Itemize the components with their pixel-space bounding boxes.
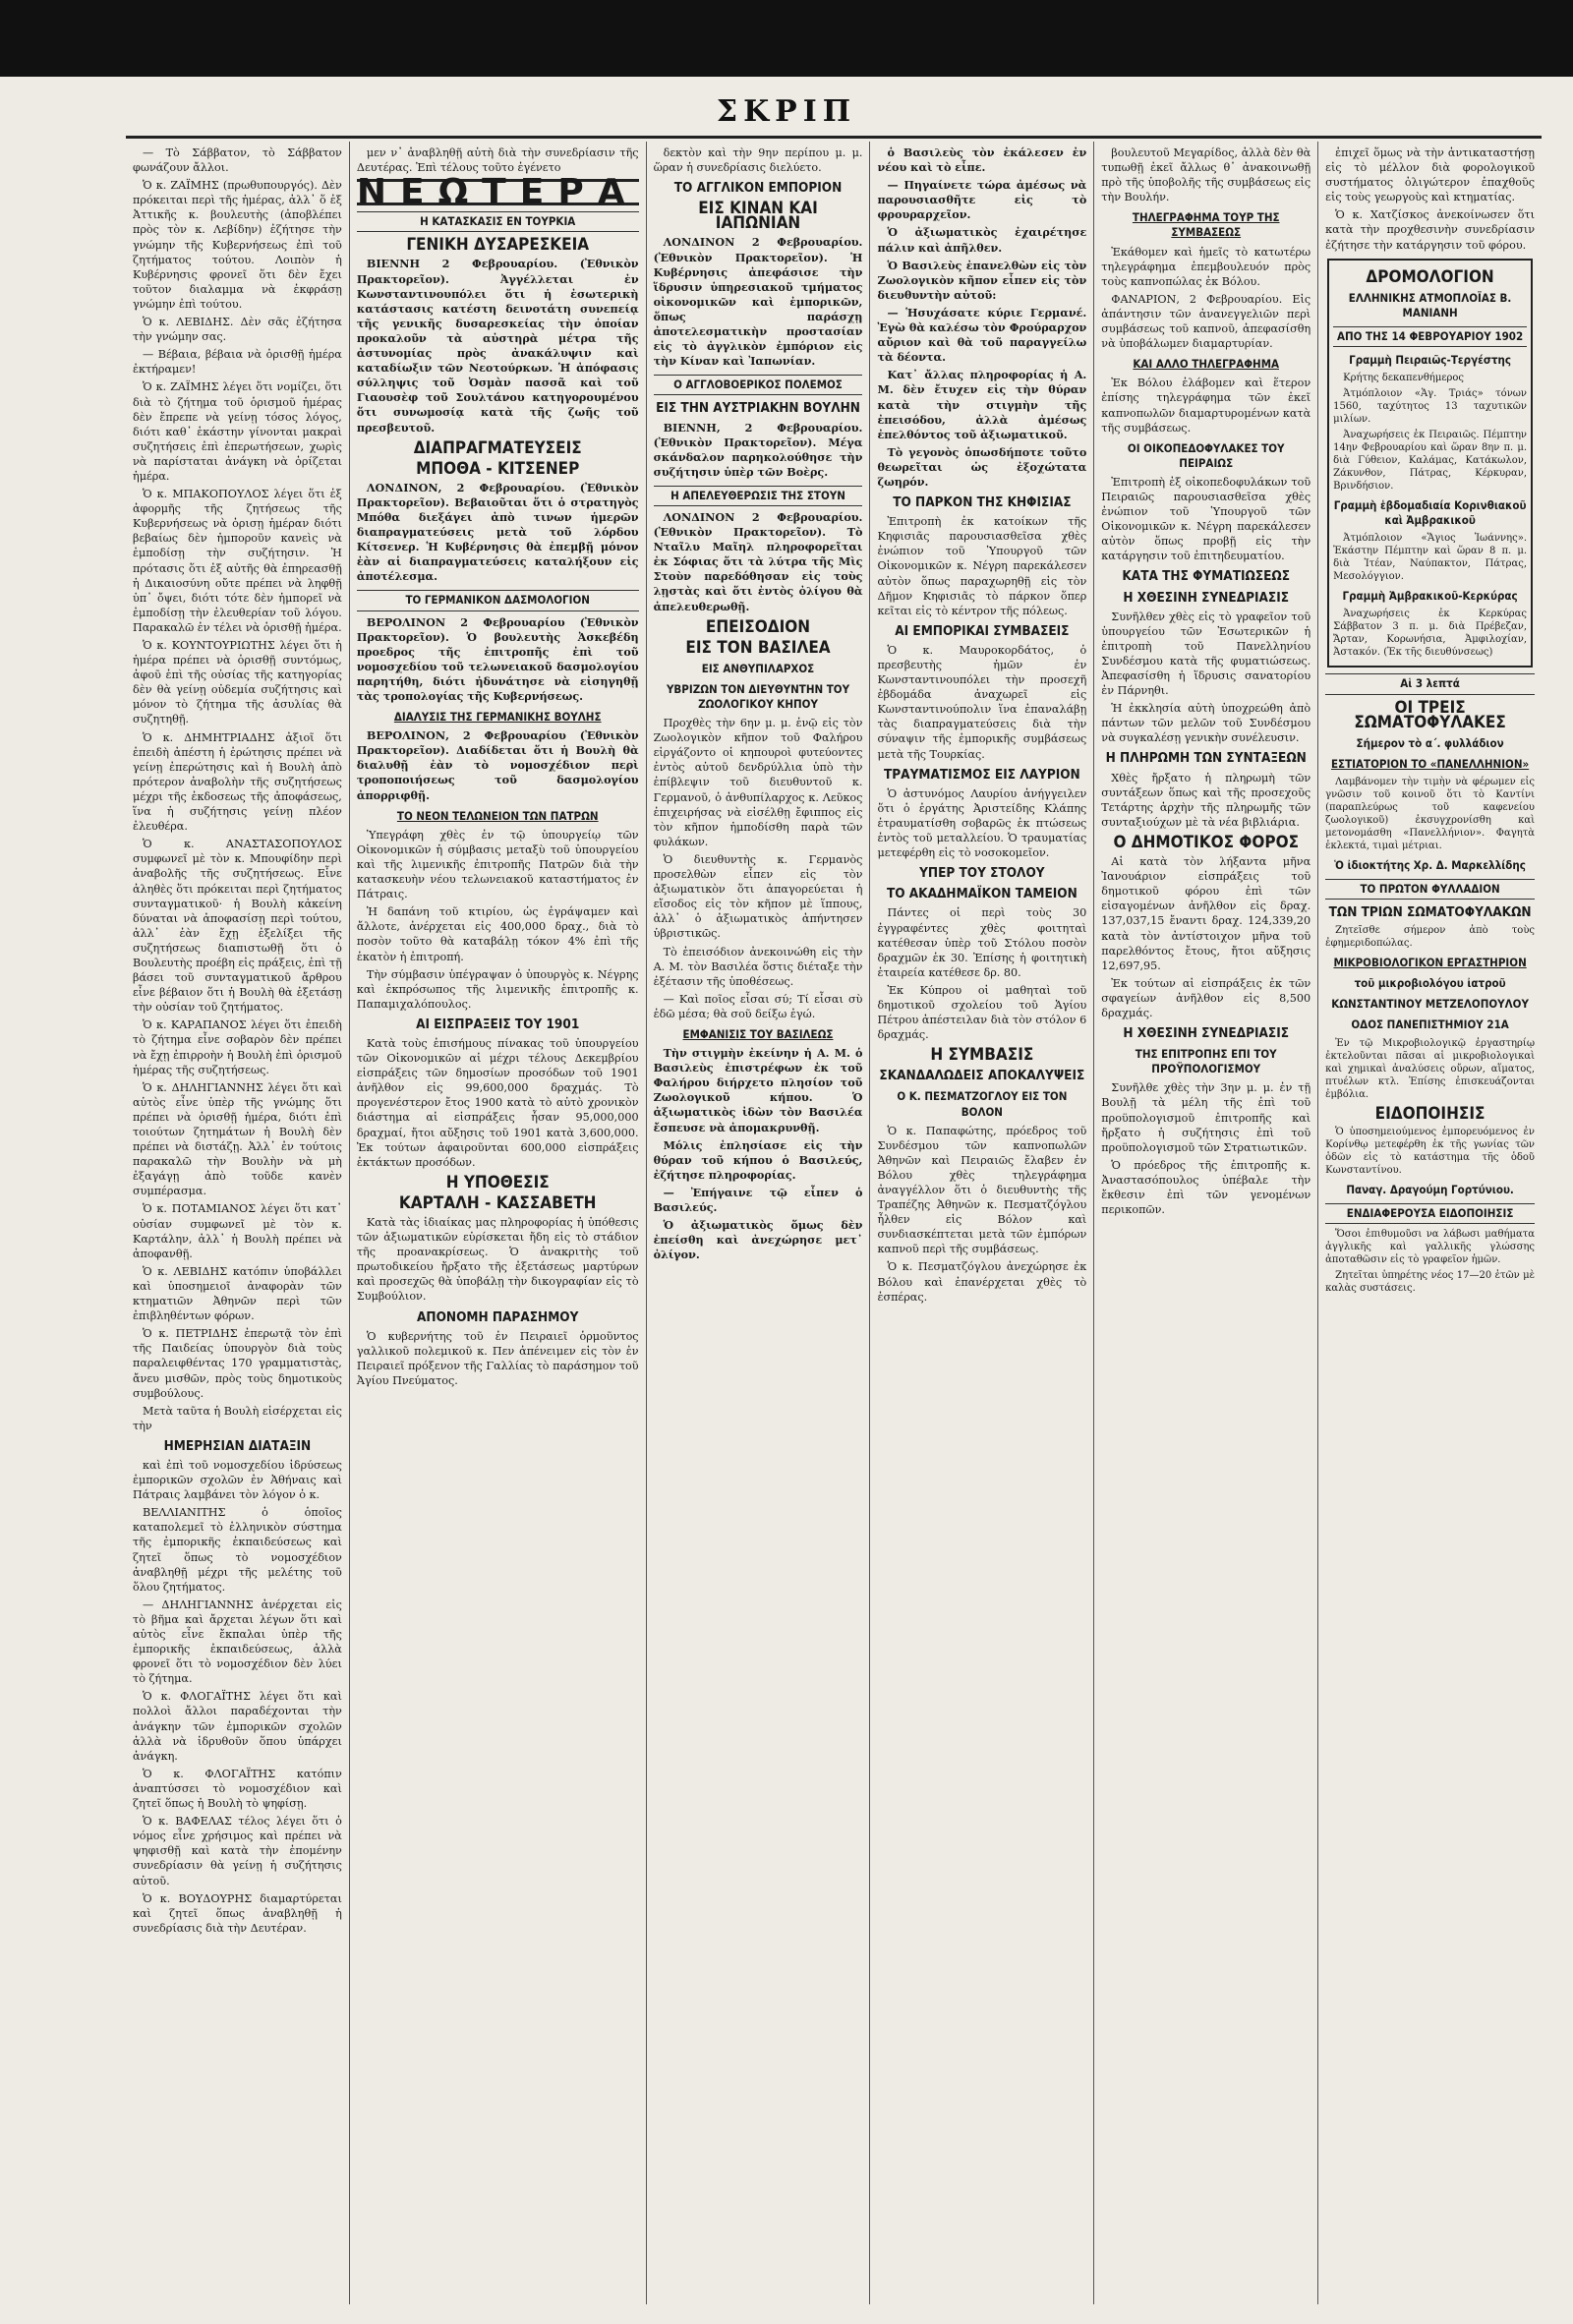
paragraph: — Καὶ ποῖος εἶσαι σύ; Τί εἶσαι σὺ ἐδῶ μέσα; θὰ σοῦ δείξω ἐγώ. <box>653 992 863 1020</box>
headline: ΜΠΟΘΑ - ΚΙΤΣΕΝΕΡ <box>416 458 580 479</box>
paragraph: Συνῆλθε χθὲς τὴν 3ην μ. μ. ἐν τῇ Βουλῇ τὰ μέλη τῆς ἐπὶ τοῦ προϋπολογισμοῦ ἐπιτροπῆς καὶ ἤρξατο ἡ συζήτησις ἐπὶ τοῦ προϋπολογισμοῦ τῶν Στρατιωτικῶν. <box>1101 1081 1311 1154</box>
headline: Η ΧΘΕΣΙΝΗ ΣΥΝΕΔΡΙΑΣΙΣ <box>1123 1025 1290 1042</box>
headline: ΤΟ ΠΑΡΚΟΝ ΤΗΣ ΚΗΦΙΣΙΑΣ <box>893 494 1072 511</box>
headline: ΕΛΛΗΝΙΚΗΣ ΑΤΜΟΠΛΟΪΑΣ Β. ΜΑΝΙΑΝΗ <box>1348 290 1512 320</box>
paragraph: Τὸ γεγονὸς ὁπωσδήποτε τοῦτο θεωρεῖται ὡς ἐξοχώτατα ζωηρόν. <box>877 444 1087 489</box>
headline: ΚΩΝΣΤΑΝΤΙΝΟΥ ΜΕΤΖΕΛΟΠΟΥΛΟΥ <box>1331 997 1529 1012</box>
headline: ΤΗΣ ΕΠΙΤΡΟΠΗΣ ΕΠΙ ΤΟΥ ΠΡΟΫΠΟΛΟΓΙΣΜΟΥ <box>1135 1047 1277 1076</box>
headline: ΥΠΕΡ ΤΟΥ ΣΤΟΛΟΥ <box>919 865 1045 882</box>
headline: ΑΠΟΝΟΜΗ ΠΑΡΑΣΗΜΟΥ <box>417 1308 579 1325</box>
paragraph: Ὁ κ. ΔΗΛΗΓΙΑΝΝΗΣ λέγει ὅτι καὶ αὐτὸς εἶνε ὑπὲρ τῆς γνώμης ὅτι πρέπει νὰ ὁρισθῇ ἡμέρα, διότι ἐπὶ τοιούτων ζητημάτων ἡ Βουλὴ δὲν πρέπει νὰ διστάζῃ. Ἀλλ᾽ ἐν τούτοις παρακαλῶ τὴν Βουλὴν νὰ μὴ ἐξαγάγῃ ἀπὸ τοῦδε κανὲν συμπέρασμα. <box>133 1080 342 1198</box>
column-1 <box>126 142 350 2304</box>
paragraph: καὶ ἐπὶ τοῦ νομοσχεδίου ἱδρύσεως ἐμπορικῶν σχολῶν ἐν Ἀθήναις καὶ Πάτραις λαμβάνει τὸν λόγον ὁ κ. <box>133 1458 342 1502</box>
paragraph: Ὁ ἀστυνόμος Λαυρίου ἀνήγγειλεν ὅτι ὁ ἐργάτης Ἀριστείδης Κλάπης ἐτραυματίσθη σοβαρῶς ἐκ πτώσεως ἐντὸς τοῦ μεταλλείου. Ὁ τραυματίας μετεφέρθη εἰς τὸ νοσοκομεῖον. <box>877 786 1087 860</box>
headline: Ο ΑΓΓΛΟΒΟΕΡΙΚΟΣ ΠΟΛΕΜΟΣ <box>654 375 863 395</box>
paragraph: Ὁ κ. Χατζίσκος ἀνεκοίνωσεν ὅτι κατὰ τὴν προχθεσινὴν συνεδρίασιν ἐζήτησε τὴν κατάργησιν τοῦ φόρου. <box>1325 208 1536 252</box>
paragraph: Ὁ ἀξιωματικὸς ἐχαιρέτησε πάλιν καὶ ἀπῆλθεν. <box>877 225 1087 255</box>
paragraph: ΒΕΡΟΛΙΝΟΝ, 2 Φεβρουαρίου (Ἐθνικὸν Πρακτορεῖον). Διαδίδεται ὅτι ἡ Βουλὴ θὰ διαλυθῇ ἐὰν τὸ νομοσχέδιον περὶ τροποποιήσεως τοῦ δασμολογίου ἀπορριφθῇ. <box>356 728 639 802</box>
paragraph: Ὁ κ. ΠΟΤΑΜΙΑΝΟΣ λέγει ὅτι κατ᾽ οὐσίαν συμφωνεῖ μὲ τὸν κ. Καρτάλην, ἀλλ᾽ ἡ Βουλὴ πρέπει νὰ ἀποφανθῇ. <box>133 1202 342 1260</box>
headline: ΤΟ ΑΚΑΔΗΜΑΪΚΟΝ ΤΑΜΕΙΟΝ <box>886 886 1078 902</box>
paragraph: Ὁ κυβερνήτης τοῦ ἐν Πειραιεῖ ὁρμοῦντος γαλλικοῦ πολεμικοῦ κ. Πεν ἀπένειμεν εἰς τὸν ἐν Πειραιεῖ πρόξενον τῆς Γαλλίας τὸ παράσημον τοῦ Ἀγίου Πνεύματος. <box>356 1329 639 1387</box>
headline: ΕΙΣ ΤΟΝ ΒΑΣΙΛΕΑ <box>685 637 831 658</box>
section-banner-neotera: ΝΕΩΤΕΡΑ <box>356 172 639 213</box>
headline: Η ΥΠΟΘΕΣΙΣ <box>445 1172 550 1192</box>
headline: ΕΙΣ ΤΗΝ ΑΥΣΤΡΙΑΚΗΝ ΒΟΥΛΗΝ <box>656 400 860 417</box>
headline: ΤΡΑΥΜΑΤΙΣΜΟΣ ΕΙΣ ΛΑΥΡΙΟΝ <box>883 766 1080 783</box>
paragraph: ΛΟΝΔΙΝΟΝ, 2 Φεβρουαρίου. (Ἐθνικὸν Πρακτορεῖον). Βεβαιοῦται ὅτι ὁ στρατηγὸς Μπόθα διεξάγει ἀπὸ τινων ἡμερῶν διαπραγματεύσεις μετὰ τοῦ λόρδου Κίτσενερ. Ἡ Κυβέρνησις θὰ ἐπεμβῇ μόνον ἐὰν αἱ διαπραγματεύσεις καταλήξουν εἰς ἀποτέλεσμα. <box>356 480 639 584</box>
paragraph: Ὁ κ. Μαυροκορδάτος, ὁ πρεσβευτὴς ἡμῶν ἐν Κωνσταντινουπόλει τὴν προσεχῆ ἑβδομάδα ἀναχωρεῖ εἰς Κωνσταντινούπολιν ἵνα ἐπαναλάβῃ τὰς διαπραγματεύσεις διὰ τὴν σύναψιν τῆς ἐμπορικῆς συμβάσεως μετὰ τῆς Τουρκίας. <box>877 643 1087 761</box>
signature-line: Ὁ ἰδιοκτήτης Χρ. Δ. Μαρκελλίδης <box>1334 857 1526 872</box>
paragraph: Συνῆλθεν χθὲς εἰς τὸ γραφεῖον τοῦ ὑπουργείου τῶν Ἐσωτερικῶν ἡ ἐπιτροπὴ τοῦ Πανελληνίου Συνδέσμου κατὰ τῆς φυματιώσεως. Ἀπεφασίσθη ἡ ἵδρυσις σανατορίου ἐν Πάρνηθι. <box>1101 610 1311 698</box>
paragraph: Ἡ ἐκκλησία αὐτὴ ὑποχρεώθη ἀπὸ πάντων τῶν μελῶν τοῦ Συνδέσμου νὰ συγκαλέσῃ γενικὴν συνέλευσιν. <box>1101 702 1311 745</box>
paragraph: — Τὸ Σάββατον, τὸ Σάββατον φωνάζουν ἄλλοι. <box>133 146 342 175</box>
paragraph: Ὁ κ. ΖΑΪΜΗΣ (πρωθυπουργός). Δὲν πρόκειται περὶ τῆς ἡμέρας, ἀλλ᾽ ὅ ἐξ Ἀττικῆς κ. βουλευτὴς (ἀποβλέπει πρὸς τὸν κ. Λεβίδην) ἐζήτησε τὴν γνώμην τῆς Κυβερνήσεως ἐπὶ τοῦ ζητήματος τούτου. Λοιπὸν ἡ Κυβέρνησις φρονεῖ ὅτι δὲν ἔχει τοῦτον διαλαμμα νὰ ἐκφράσῃ γνώμην ἐπὶ τούτου. <box>133 179 342 311</box>
headline: ΣΚΑΝΔΑΛΩΔΕΙΣ ΑΠΟΚΑΛΥΨΕΙΣ <box>879 1068 1085 1084</box>
paragraph: ὁ Βασιλεὺς τὸν ἐκάλεσεν ἐν νέου καὶ τὸ εἶπε. <box>877 145 1087 175</box>
headline: Η ΧΘΕΣΙΝΗ ΣΥΝΕΔΡΙΑΣΙΣ <box>1123 589 1290 606</box>
headline: Γραμμὴ Πειραιῶς-Τεργέστης <box>1349 353 1512 368</box>
headline: ΕΣΤΙΑΤΟΡΙΟΝ ΤΟ «ΠΑΝΕΛΛΗΝΙΟΝ» <box>1330 756 1530 771</box>
paragraph: Ζητεῖται ὑπηρέτης νέος 17—20 ἐτῶν μὲ καλὰς συστάσεις. <box>1325 1269 1536 1294</box>
headline: ΗΜΕΡΗΣΙΑΝ ΔΙΑΤΑΞΙΝ <box>163 1437 312 1454</box>
paragraph: Ὁ ὑποσημειούμενος ἐμπορευόμενος ἐν Κορίνθῳ μετεφέρθη ἐκ τῆς γωνίας τῶν ὁδῶν εἰς τὸ κατάστημα τῆς ὁδοῦ Κωνσταντίνου. <box>1325 1126 1536 1176</box>
columns <box>126 142 1542 2304</box>
paragraph: Ἐπιτροπὴ ἐξ οἰκοπεδοφυλάκων τοῦ Πειραιῶς παρουσιασθεῖσα χθὲς ἐνώπιον τοῦ Ὑπουργοῦ τῶν Οἰκονομικῶν κ. Νέγρη παρεκάλεσεν αὐτὸν ὅπως προβῇ εἰς τὴν κατάργησιν τοῦ ἐπιτηδευματίου. <box>1101 475 1311 563</box>
paragraph: Κρήτης δεκαπενθήμερος <box>1343 373 1465 384</box>
headline: ΥΒΡΙΖΩΝ ΤΟΝ ΔΙΕΥΘΥΝΤΗΝ ΤΟΥ ΖΩΟΛΟΓΙΚΟΥ ΚΗΠΟΥ <box>666 681 850 711</box>
headline: Σήμερον τὸ α΄. φυλλάδιον <box>1356 735 1504 750</box>
headline: Ο ΔΗΜΟΤΙΚΟΣ ΦΟΡΟΣ <box>1113 832 1300 852</box>
headline: ΤΩΝ ΤΡΙΩΝ ΣΩΜΑΤΟΦΥΛΑΚΩΝ <box>1328 904 1532 921</box>
paragraph: Ὁ κ. ΔΗΜΗΤΡΙΑΔΗΣ ἀξιοῖ ὅτι ἐπειδὴ ἀπέστη ἡ ἐρώτησις πρέπει νὰ γείνῃ ἐπερώτησις καὶ ἡ Βουλὴ ἀπὸ πρότερον ἀναβολὴν τῆς συζητήσεως μέχρι τῆς ἐκδοσεως τῆς ἀποφάσεως, ἵνα ἡ συζήτησις γείνῃ πλέον ἐλευθέρα. <box>133 730 342 834</box>
headline: Η ΣΥΜΒΑΣΙΣ <box>930 1045 1034 1066</box>
headline: ΤΟ ΑΓΓΛΙΚΟΝ ΕΜΠΟΡΙΟΝ <box>673 180 843 197</box>
paragraph: ΦΑΝΑΡΙΟΝ, 2 Φεβρουαρίου. Εἰς ἀπάντησιν τῶν ἀνανεγγελιῶν περὶ συμβάσεως τοῦ καπνοῦ, ἀπεφασίσθη νὰ ὑποβάλωμεν διαμαρτυρίαν. <box>1101 292 1311 351</box>
paragraph: ΒΕΛΛΙΑΝΙΤΗΣ ὁ ὁποῖος καταπολεμεῖ τὸ ἑλληνικὸν σύστημα τῆς ἐμπορικῆς ἐκπαιδεύσεως καὶ ζητεῖ ὅπως τὸ νομοσχέδιον ἀναβληθῇ μέχρι τῆς μελέτης τοῦ ὅλου ζητήματος. <box>133 1506 342 1594</box>
paragraph: Ἡ δαπάνη τοῦ κτιρίου, ὡς ἐγράψαμεν καὶ ἄλλοτε, ἀνέρχεται εἰς 400,000 δραχ., διὰ τὸ ποσὸν τοῦτο θὰ καταβάλῃ τόκον 4% ἐπὶ τῆς ἑκατὸν ἡ ἐπιτροπή. <box>356 905 639 963</box>
paragraph: Προχθὲς τὴν 6ην μ. μ. ἐνῷ εἰς τὸν Ζωολογικὸν κῆπον τοῦ Φαλήρου εἰργάζοντο οἱ κηπουροὶ φυτεύοντες ἐντὸς αὐτοῦ δενδρύλλια ὑπὸ τὴν ἐπίβλεψιν τοῦ διευθυντοῦ κ. Γερμανοῦ, ὁ ἀνθυπίλαρχος κ. Λεῦκος ἐπιχειρήσας νὰ εἰσέλθῃ ἔφιππος εἰς τὸν κῆπον ἠμποδίσθη παρὰ τῶν φυλάκων. <box>653 717 863 848</box>
headline: ΕΙΣ ΑΝΘΥΠΙΛΑΡΧΟΣ <box>701 661 815 675</box>
paragraph: Ἐπιτροπὴ ἐκ κατοίκων τῆς Κηφισιᾶς παρουσιασθεῖσα χθὲς ἐνώπιον τοῦ Ὑπουργοῦ τῶν Οἰκονομικῶν κ. Νέγρη παρεκάλεσεν αὐτὸν ὅπως παραχωρηθῇ εἰς τὸν Δῆμον Κηφισιᾶς τὸ πάρκον ὅπερ κεῖται εἰς τὸ κέντρον τῆς πόλεως. <box>877 515 1087 617</box>
paragraph: Τὸ ἐπεισόδιον ἀνεκοινώθη εἰς τὴν Α. Μ. τὸν Βασιλέα ὅστις διέταξε τὴν ἐξέτασιν τῆς ὑποθέσεως. <box>653 945 863 988</box>
paragraph: Ὁ κ. ΒΑΦΕΛΑΣ τέλος λέγει ὅτι ὁ νόμος εἶνε χρήσιμος καὶ πρέπει νὰ ψηφισθῇ καὶ κατὰ τὴν ἐπομένην συνεδρίασιν θὰ γείνῃ ἡ συζήτησις αὐτοῦ. <box>133 1815 342 1888</box>
paragraph: Χθὲς ἤρξατο ἡ πληρωμὴ τῶν συντάξεων ὅπως καὶ τῆς προσεχοῦς Τετάρτης ἀρχὴν τῆς πληρωμῆς τῶν συνταξιούχων μὲ τὰ νέα βιβλιάρια. <box>1101 771 1311 829</box>
headline: ΔΡΟΜΟΛΟΓΙΟΝ <box>1366 266 1494 287</box>
column-2 <box>350 142 647 2304</box>
paragraph: Ὁ κ. ΛΕΒΙΔΗΣ. Δὲν σᾶς ἐζήτησα τὴν γνώμην σας. <box>133 316 342 344</box>
paragraph: Κατὰ τὰς ἰδιαίκας μας πληροφορίας ἡ ὑπόθεσις τῶν ἀξιωματικῶν εὑρίσκεται ἤδη εἰς τὸ στάδιον τῆς προανακρίσεως. Ὁ ἀνακριτὴς τοῦ πρωτοδικείου ἤρξατο τῆς ἐξετάσεως μαρτύρων καὶ προσεχῶς θὰ ὑποβάλῃ τὴν δικογραφίαν εἰς τὸ Συμβούλιον. <box>356 1216 639 1304</box>
headline: Η ΚΑΤΑΣΚΑΣΙΣ ΕΝ ΤΟΥΡΚΙΑ <box>357 211 639 232</box>
paragraph: Ὁ κ. Πεσματζόγλου ἀνεχώρησε ἐκ Βόλου καὶ ἐπανέρχεται χθὲς τὸ ἑσπέρας. <box>877 1260 1087 1304</box>
headline: ΕΜΦΑΝΙΣΙΣ ΤΟΥ ΒΑΣΙΛΕΩΣ <box>682 1026 834 1041</box>
headline: ΤΟ ΠΡΩΤΟΝ ΦΥΛΛΑΔΙΟΝ <box>1325 879 1535 900</box>
paragraph: Ὁ κ. ΑΝΑΣΤΑΣΟΠΟΥΛΟΣ συμφωνεῖ μὲ τὸν κ. Μπουφίδην περὶ ἀναβολῆς τῆς συζητήσεως. Εἶνε ἀληθὲς ὅτι πρόκειται περὶ ζητήματος συνταγματικοῦ· ἡ Βουλὴ κἀκείνη δύναται νὰ ἀποφασίσῃ περὶ τούτου, ἀλλ᾽ ἐὰν ἔχῃ ἐξελίξει τῆς συζητήσεως διαπιστωθῇ ὅτι ὁ Βουλευτὴς προέβη εἰς πράξεις, ἐπὶ τῇ βάσει τοῦ συνταγματικοῦ ἄρθρου εἶνε βέβαιον ὅτι ἡ Βουλὴ θὰ ἐξετάσῃ τὴν οὐσίαν τοῦ ζητήματος. <box>133 838 342 1015</box>
paragraph: ΛΟΝΔΙΝΟΝ 2 Φεβρουαρίου. (Ἐθνικὸν Πρακτορεῖον). Ἡ Κυβέρνησις ἀπεφάσισε τὴν ἵδρυσιν ὑπηρεσιακοῦ τμήματος οἰκονομικῶν καὶ ἐμπορικῶν, ὅπως παράσχῃ ἀποτελεσματικὴν προστασίαν εἰς τὸ ἀγγλικὸν ἐμπόριον εἰς τὴν Κίναν καὶ Ἰαπωνίαν. <box>653 235 863 369</box>
paragraph: Αἱ κατὰ τὸν λήξαντα μῆνα Ἰανουάριον εἰσπράξεις τοῦ δημοτικοῦ φόρου ἐπὶ τῶν εἰσαγομένων ἀνῆλθον εἰς δραχ. 137,037,15 ἔναντι δραχ. 124,339,20 κατὰ τὸν ἀντίστοιχον μῆνα τοῦ παρελθόντος ἔτους, ἤτοι αὔξησις 12,697,95. <box>1101 855 1311 972</box>
paragraph: Κατ᾽ ἄλλας πληροφορίας ἡ Α. Μ. δὲν ἔτυχεν εἰς τὴν θύραν κατὰ τὴν στιγμὴν τῆς ἐπεισόδου, ἀλλὰ ἀμέσως ἐπελθόντος τοῦ ἀξιωματικοῦ. <box>877 368 1087 441</box>
paragraph: μεν ν᾽ ἀναβληθῇ αὐτὴ διὰ τὴν συνεδρίασιν τῆς Δευτέρας. Ἐπὶ τέλους τοῦτο ἐγένετο <box>356 146 639 175</box>
paragraph: Ἐκ Κύπρου οἱ μαθηταὶ τοῦ δημοτικοῦ σχολείου τοῦ Ἁγίου Πέτρου ἀπέστειλαν διὰ τὸν στόλον 6 δραχμάς. <box>877 983 1087 1042</box>
paragraph: Ὁ κ. ΜΠΑΚΟΠΟΥΛΟΣ λέγει ὅτι ἐξ ἀφορμῆς τῆς ζητήσεως τῆς Κυβερνήσεως νὰ ὁρισῃ ἡμέραν διότι βεβαίως δὲν ἠμποροῦν κανεὶς νὰ ἐμποδίσῃ τὴν συζήτησιν. Ἡ πρότασις ὅτι ἐξ αὐτῆς θὰ ἐπηρεασθῇ ἡ Δικαιοσύνη οὔτε πρέπει νὰ ληφθῇ ὑπ᾽ ὄψει, διότι τότε δὲν ἠμπορεῖ νὰ ἐμποδίσῃ τὴν ἐλευθερίαν τοῦ λόγου. Παρακαλῶ ἐν τέλει νὰ ὁρισθῇ ἡμέρα. <box>133 488 342 634</box>
headline: Γραμμὴ ἑβδομαδιαία Κορινθιακοῦ καὶ Ἀμβρακικοῦ <box>1333 498 1527 528</box>
headline: ΕΝΔΙΑΦΕΡΟΥΣΑ ΕΙΔΟΠΟΙΗΣΙΣ <box>1325 1203 1535 1224</box>
paragraph: Ὁ διευθυντὴς κ. Γερμανὸς προσελθὼν εἶπεν εἰς τὸν ἀξιωματικὸν ὅτι ἀπαγορεύεται ἡ εἴσοδος εἰς τὸν κῆπον μὲ ἵππους, ἀλλ᾽ ὁ ἀξιωματικὸς ἀπήντησεν ὑβριστικῶς. <box>653 852 863 941</box>
headline: Η ΠΛΗΡΩΜΗ ΤΩΝ ΣΥΝΤΑΞΕΩΝ <box>1105 750 1307 767</box>
paragraph: Ὁ κ. ΠΕΤΡΙΔΗΣ ἐπερωτᾷ τὸν ἐπὶ τῆς Παιδείας ὑπουργὸν διὰ τοὺς παραλειφθέντας 170 γραμματιστὰς, ἄνευ μισθῶν, πρὸς τοὺς δημοτικοὺς συμβούλους. <box>133 1327 342 1400</box>
paragraph: Τὴν στιγμὴν ἐκείνην ἡ Α. Μ. ὁ Βασιλεὺς ἐπιστρέφων ἐκ τοῦ Φαλήρου διήρχετο πλησίον τοῦ Ζωολογικοῦ κήπου. Ὁ ἀξιωματικὸς ἰδὼν τὸν Βασιλέα ἔσπευσε νὰ ἀπομακρυνθῇ. <box>653 1046 863 1134</box>
paragraph: ΒΙΕΝΝΗ 2 Φεβρουαρίου. (Ἐθνικὸν Πρακτορεῖον). Ἀγγέλλεται ἐν Κωνσταντινουπόλει ὅτι ἡ ἐσωτερικὴ κατάστασις κατέστη δεινοτάτη συνεπείᾳ τῆς γενικῆς δυσαρεσκείας τὴν ὁποίαν προκαλοῦν τὰ αὐστηρὰ μέτρα τῆς ἀστυνομίας πρὸς ἀνακάλυψιν καὶ καταδίωξιν τῶν Νεοτούρκων. Ἡ ἀπόφασις σύλληψις τοῦ Ὀσμὰν πασσᾶ καὶ τοῦ Γιαουσὲφ τοῦ Σουλτάνου κατηγορουμένου ὅτι συνωμοσίᾳ κατὰ τῆς ζωῆς τοῦ πρεσβευτοῦ. <box>356 257 639 435</box>
paragraph: Ὁ πρόεδρος τῆς ἐπιτροπῆς κ. Ἀναστασόπουλος ὑπέβαλε τὴν ἔκθεσιν ἐπὶ τῶν γενομένων περικοπῶν. <box>1101 1158 1311 1217</box>
headline: Γραμμὴ Ἀμβρακικοῦ-Κερκύρας <box>1342 589 1518 604</box>
paragraph: Μετὰ ταῦτα ἡ Βουλὴ εἰσέρχεται εἰς τὴν <box>133 1404 342 1432</box>
headline: ΜΙΚΡΟΒΙΟΛΟΓΙΚΟΝ ΕΡΓΑΣΤΗΡΙΟΝ <box>1333 956 1527 970</box>
masthead: ΣΚΡΙΠ <box>716 94 857 129</box>
paragraph: Ἀτμόπλοιον «Ἁγ. Τριάς» τόνων 1560, ταχύτητος 13 ταχυτικῶν μιλίων. <box>1333 388 1528 426</box>
paragraph: — Πηγαίνετε τώρα ἀμέσως νὰ παρουσιασθῆτε εἰς τὸ φρουραρχεῖον. <box>877 178 1087 222</box>
paragraph: Ὁ κ. ΒΟΥΔΟΥΡΗΣ διαμαρτύρεται καὶ ζητεῖ ὅπως ἀναβληθῇ ἡ συνεδρίασις διὰ τὴν Δευτέραν. <box>133 1891 342 1935</box>
headline: ΔΙΑΠΡΑΓΜΑΤΕΥΣΕΙΣ <box>413 437 582 458</box>
signature-line: Παναγ. Δραγούμη Γορτύνιου. <box>1346 1182 1514 1196</box>
headline: ΟΙ ΟΙΚΟΠΕΔΟΦΥΛΑΚΕΣ ΤΟΥ ΠΕΙΡΑΙΩΣ <box>1127 440 1285 470</box>
masthead-rule <box>126 136 1542 139</box>
paragraph: Ὁ κ. ΦΛΟΓΑΪΤΗΣ λέγει ὅτι καὶ πολλοὶ ἄλλοι παραδέχονται τὴν ἀνάγκην τῶν ἐμπορικῶν σχολῶν ἀλλὰ νὰ ἱδρυθοῦν ὅπου ὑπάρχει ἀνάγκη. <box>133 1690 342 1763</box>
paragraph: ΒΙΕΝΝΗ, 2 Φεβρουαρίου. (Ἐθνικὸν Πρακτορεῖον). Μέγα σκάνδαλον παρηκολούθησε τὴν συζήτησιν ὑπὲρ τῶν Βοὲρς. <box>653 420 863 479</box>
paragraph: — Βέβαια, βέβαια νὰ ὁρισθῇ ἡμέρα ἐκτήραμεν! <box>133 348 342 377</box>
paragraph: Ὁ ἀξιωματικὸς ὅμως δὲν ἐπείσθη καὶ ἀνεχώρησε μετ᾽ ὀλίγον. <box>653 1218 863 1262</box>
paragraph: ΛΟΝΔΙΝΟΝ 2 Φεβρουαρίου. (Ἐθνικὸν Πρακτορεῖον). Τὸ Νταῖλυ Μαῖηλ πληροφορεῖται ἐκ Σόφιας ὅτι τὰ λύτρα τῆς Μὶς Στοὺν παρεδόθησαν εἰς τοὺς λῃστὰς καὶ ὅτι ἐντὸς ὀλίγου θὰ ἀπελευθερωθῇ. <box>653 509 863 613</box>
paragraph: Ἀναχωρήσεις ἐκ Κερκύρας Σάββατον 3 π. μ. διὰ Πρέβεζαν, Ἄρταν, Κορωνήσια, Ἀμφιλοχίαν, Ἀστακόν. (Ἐκ τῆς διευθύνσεως) <box>1333 609 1528 659</box>
headline: ΟΔΟΣ ΠΑΝΕΠΙΣΤΗΜΙΟΥ 21Α <box>1351 1017 1509 1032</box>
headline: ΟΙ ΤΡΕΙΣ ΣΩΜΑΤΟΦΥΛΑΚΕΣ <box>1354 697 1506 732</box>
paragraph: Ὑπεγράφη χθὲς ἐν τῷ ὑπουργείῳ τῶν Οἰκονομικῶν ἡ σύμβασις μεταξὺ τοῦ ὑπουργείου καὶ τῆς λιμενικῆς ἐπιτροπῆς Πατρῶν διὰ τὴν κατασκευὴν νέου τελωνειακοῦ καταστήματος ἐν Πάτραις. <box>356 828 639 901</box>
paragraph: Ὁ Βασιλεὺς ἐπανελθὼν εἰς τὸν Ζωολογικὸν κῆπον εἶπεν εἰς τὸν διευθυντὴν αὐτοῦ: <box>877 258 1087 302</box>
paragraph: Ὅσοι ἐπιθυμοῦσι να λάβωσι μαθήματα ἀγγλικῆς καὶ γαλλικῆς γλώσσης ἀποταθῶσιν εἰς τὸ γραφεῖον ἡμῶν. <box>1325 1228 1536 1265</box>
headline: ΤΗΛΕΓΡΑΦΗΜΑ ΤΟΥΡ ΤΗΣ ΣΥΜΒΑΣΕΩΣ <box>1132 210 1280 240</box>
column-6 <box>1318 142 1542 2304</box>
advert-box-dromologion <box>1327 259 1533 668</box>
paragraph: δεκτὸν καὶ τὴν 9ην περίπου μ. μ. ὥραν ἡ συνεδρίασις διελύετο. <box>653 146 863 175</box>
headline: Η ΑΠΕΛΕΥΘΕΡΩΣΙΣ ΤΗΣ ΣΤΟΥΝ <box>654 486 863 506</box>
column-3 <box>647 142 871 2304</box>
paragraph: — Ἐπήγαινε τῷ εἶπεν ὁ Βασιλεύς. <box>653 1185 863 1214</box>
headline: ΔΙΑΛΥΣΙΣ ΤΗΣ ΓΕΡΜΑΝΙΚΗΣ ΒΟΥΛΗΣ <box>393 710 602 725</box>
paragraph: βουλευτοῦ Μεγαρίδος, ἀλλὰ δὲν θὰ τυπωθῇ ἐκεῖ ἄλλως θ᾽ ἀνακοινωθῇ πρὸ τῆς ὑποβολῆς τῆς συμβάσεως εἰς τὴν Βουλήν. <box>1101 146 1311 204</box>
paragraph: Λαμβάνομεν τὴν τιμὴν νὰ φέρωμεν εἰς γνῶσιν τοῦ κοινοῦ ὅτι τὸ Καντίνι (παραπλεύρως τοῦ καφενείου ζωολογικοῦ) ἐκσυγχρονίσθη καὶ μετονομάσθη «Πανελλήνιον». Φαγητὰ ἐκλεκτά, τιμαὶ μέτριαι. <box>1325 776 1536 851</box>
headline: ΕΠΕΙΣΟΔΙΟΝ <box>705 616 811 637</box>
headline: ΤΟ ΓΕΡΜΑΝΙΚΟΝ ΔΑΣΜΟΛΟΓΙΟΝ <box>357 590 639 610</box>
headline: ΕΙΔΟΠΟΙΗΣΙΣ <box>1374 1103 1486 1124</box>
column-5 <box>1094 142 1318 2304</box>
paragraph: Ὁ κ. ΚΟΥΝΤΟΥΡΙΩΤΗΣ λέγει ὅτι ἡ ἡμέρα πρέπει νὰ ὁρισθῇ συντόμως, ἀφοῦ ἐπὶ τῆς οὐσίας τῆς κατηγορίας δὲν θὰ γείνῃ οὐδεμία συζήτησις καὶ μόνον τὸ ζήτημα τῆς ἀσυλίας θὰ συζητηθῇ. <box>133 639 342 726</box>
headline: ΤΟ ΝΕΟΝ ΤΕΛΩΝΕΙΟΝ ΤΩΝ ΠΑΤΡΩΝ <box>396 808 599 823</box>
scan-dark-band <box>0 0 1573 77</box>
paragraph: Ὁ κ. Παπαφώτης, πρόεδρος τοῦ Συνδέσμου τῶν καπνοπωλῶν Ἀθηνῶν καὶ Πειραιῶς ἔλαβεν ἐν Βόλου χθὲς τηλεγράφημα ἀναγγέλλον ὅτι ὁ διευθυντὴς τῆς Τραπέζης Ἀθηνῶν κ. Πεσματζόγλου ἦλθεν εἰς Βόλον καὶ συνδιασκέπτεται μετὰ τῶν ἐμπόρων καπνοῦ περὶ τῆς συμβάσεως. <box>877 1124 1087 1256</box>
paragraph: Ὁ κ. ΦΛΟΓΑΪΤΗΣ κατόπιν ἀναπτύσσει τὸ νομοσχέδιον καὶ ζητεῖ ὅπως ἡ Βουλὴ τὸ ψηφίσῃ. <box>133 1767 342 1811</box>
paragraph: — Ἡσυχάσατε κύριε Γερμανέ. Ἐγὼ θὰ καλέσω τὸν Φρούραρχον αὔριον καὶ θὰ τοῦ παραγγείλω τὰ δέοντα. <box>877 305 1087 365</box>
paragraph: — ΔΗΛΗΓΙΑΝΝΗΣ ἀνέρχεται εἰς τὸ βῆμα καὶ ἄρχεται λέγων ὅτι καὶ αὐτὸς εἶνε ἔκπαλαι ὑπὲρ τῆς ἐμπορικῆς ἐκπαιδεύσεως, ἀλλὰ φρονεῖ ὅτι τὸ νομοσχέδιον δὲν λύει τὸ ζήτημα. <box>133 1598 342 1686</box>
paragraph: Ἐν τῷ Μικροβιολογικῷ ἐργαστηρίῳ ἐκτελοῦνται πᾶσαι αἱ μικροβιολογικαὶ καὶ χημικαὶ ἀναλύσεις οὔρων, αἵματος, πτυέλων κτλ. Ἐπίσης ἐπισκευάζονται ἐμβόλια. <box>1325 1037 1536 1100</box>
column-4 <box>870 142 1094 2304</box>
paragraph: Ζητεῖσθε σήμερον ἀπὸ τοὺς ἐφημεριδοπώλας. <box>1325 925 1536 950</box>
paragraph: Κατὰ τοὺς ἐπισήμους πίνακας τοῦ ὑπουργείου τῶν Οἰκονομικῶν αἱ μέχρι τέλους Δεκεμβρίου εἰσπράξεις τῶν δημοσίων προσόδων τοῦ 1901 ἀνῆλθον εἰς 99,600,000 δραχμάς. Τὸ προγενέστερον ἔτος 1900 κατὰ τὸ αὐτὸ χρονικὸν διάστημα αἱ εἰσπράξεις ἦσαν 95,000,000 δραχμαί, ἤτοι αὔξησις τοῦ 1901 κατὰ 3,600,000. Ἐκ τούτων ἀφαιροῦνται 600,000 εἰσπράξεις ἐκτάκτων προσόδων. <box>356 1036 639 1169</box>
headline: ΚΑΤΑ ΤΗΣ ΦΥΜΑΤΙΩΣΕΩΣ <box>1122 568 1291 585</box>
paragraph: Ὁ κ. ΛΕΒΙΔΗΣ κατόπιν ὑποβάλλει καὶ ὑποσημειοῖ ἀναφορὰν τῶν κτηματιῶν Ἀθηνῶν περὶ τῶν ἐπιβληθέντων φόρων. <box>133 1264 342 1323</box>
headline: ΚΑΙ ΑΛΛΟ ΤΗΛΕΓΡΑΦΗΜΑ <box>1133 357 1280 372</box>
paragraph: Ἐκ τούτων αἱ εἰσπράξεις ἐκ τῶν σφαγείων ἀνῆλθον εἰς 8,500 δραχμάς. <box>1101 976 1311 1019</box>
headline: τοῦ μικροβιολόγου ἰατροῦ <box>1354 976 1506 991</box>
paragraph: Ὁ κ. ΖΑΪΜΗΣ λέγει ὅτι νομίζει, ὅτι διὰ τὸ ζήτημα τοῦ ὁρισμοῦ ἡμέρας δὲν ἔπρεπε νὰ γείνῃ τόσος λόγος, διότι καθ᾽ ἑκάστην γίνονται μακραὶ συζητήσεις ἐπὶ ἐπερωτήσεων, χωρὶς νὰ παρίσταται ἀνάγκη νὰ ὁρίζεται ἡμέρα. <box>133 380 342 483</box>
paragraph: Ἀναχωρήσεις ἐκ Πειραιῶς. Πέμπτην 14ην Φεβρουαρίου καὶ ὥραν 8ην π. μ. διὰ Γύθειον, Καλάμας, Κατάκωλον, Ζάκυνθον, Πάτρας, Κέρκυραν, Βρινδήσιον. <box>1333 430 1528 493</box>
headline: ΓΕΝΙΚΗ ΔΥΣΑΡΕΣΚΕΙΑ <box>406 235 590 256</box>
headline: Ο Κ. ΠΕΣΜΑΤΖΟΓΛΟΥ ΕΙΣ ΤΟΝ ΒΟΛΟΝ <box>897 1089 1068 1119</box>
paragraph: ΒΕΡΟΛΙΝΟΝ 2 Φεβρουαρίου (Ἐθνικὸν Πρακτορεῖον). Ὁ βουλευτὴς Ἀσκεβέδη προεδρος τῆς ἐπιτροπῆς ἐπὶ τοῦ νομοσχεδίου τοῦ τελωνειακοῦ δασμολογίου παρητήθη, διότι ἠδυνάτησε νὰ εἰσηγηθῇ τὰς τροπολογίας τῆς Κυβερνήσεως. <box>356 614 639 703</box>
paragraph: Ὁ κ. ΚΑΡΑΠΑΝΟΣ λέγει ὅτι ἐπειδὴ τὸ ζήτημα εἶνε σοβαρὸν δὲν πρέπει νὰ ἔχῃ ἐπιρροὴν ἡ Βουλὴ ἐπὶ ὁρισμοῦ ἡμέρας τῆς συζητήσεως. <box>133 1018 342 1076</box>
headline: ΚΑΡΤΑΛΗ - ΚΑΣΣΑΒΕΤΗ <box>398 1192 597 1213</box>
paragraph: Τὴν σύμβασιν ὑπέγραψαν ὁ ὑπουργὸς κ. Νέγρης καὶ ἐκπρόσωπος τῆς λιμενικῆς ἐπιτροπῆς κ. Παπαμιχαλόπουλος. <box>356 967 639 1011</box>
headline: ΕΙΣ ΚΙΝΑΝ ΚΑΙ ΙΑΠΩΝΙΑΝ <box>698 199 818 234</box>
paragraph: Ἐκ Βόλου ἐλάβομεν καὶ ἕτερον ἐπίσης τηλεγράφημα τῶν ἐκεῖ καπνοπωλῶν διαμαρτυρομένων κατὰ τῆς συμβάσεως. <box>1101 377 1311 435</box>
headline: ΑΠΟ ΤΗΣ 14 ΦΕΒΡΟΥΑΡΙΟΥ 1902 <box>1333 326 1527 347</box>
paragraph: ἐπιχεῖ ὅμως νὰ τὴν ἀντικαταστήσῃ εἰς τὸ μέλλον διὰ φορολογικοῦ συστήματος ὀλιγώτερον ἐπαχθοῦς εἰς τοὺς γεωργοὺς καὶ κτηματίας. <box>1325 146 1536 204</box>
headline: ΑΙ ΕΙΣΠΡΑΞΕΙΣ ΤΟΥ 1901 <box>416 1016 580 1032</box>
paragraph: Ἀτμόπλοιον «Ἅγιος Ἰωάννης». Ἐκάστην Πέμπτην καὶ ὥραν 8 π. μ. διὰ Ἰτέαν, Ναύπακτον, Πάτρας, Μεσολόγγιον. <box>1333 533 1528 583</box>
price-label: Αἱ 3 λεπτά <box>1325 673 1535 694</box>
paragraph: Μόλις ἐπλησίασε εἰς τὴν θύραν τοῦ κήπου ὁ Βασιλεύς, ἐζήτησε πληροφορίας. <box>653 1137 863 1182</box>
paragraph: Ἐκάθομεν καὶ ἡμεῖς τὸ κατωτέρω τηλεγράφημα ἐπεμβουλευόν πρὸς τοὺς καπνοπώλας ἐκ Βόλου. <box>1101 245 1311 288</box>
headline: ΑΙ ΕΜΠΟΡΙΚΑΙ ΣΥΜΒΑΣΕΙΣ <box>895 622 1070 639</box>
paragraph: Πάντες οἱ περὶ τοὺς 30 ἐγγραφέντες χθὲς φοιτηταὶ κατέθεσαν ὑπὲρ τοῦ Στόλου ποσὸν δραχμῶν ἐκ 30. Ἐπίσης ἡ φοιτητικὴ ἑταιρεία κατέθεσε δρ. 80. <box>877 906 1087 979</box>
